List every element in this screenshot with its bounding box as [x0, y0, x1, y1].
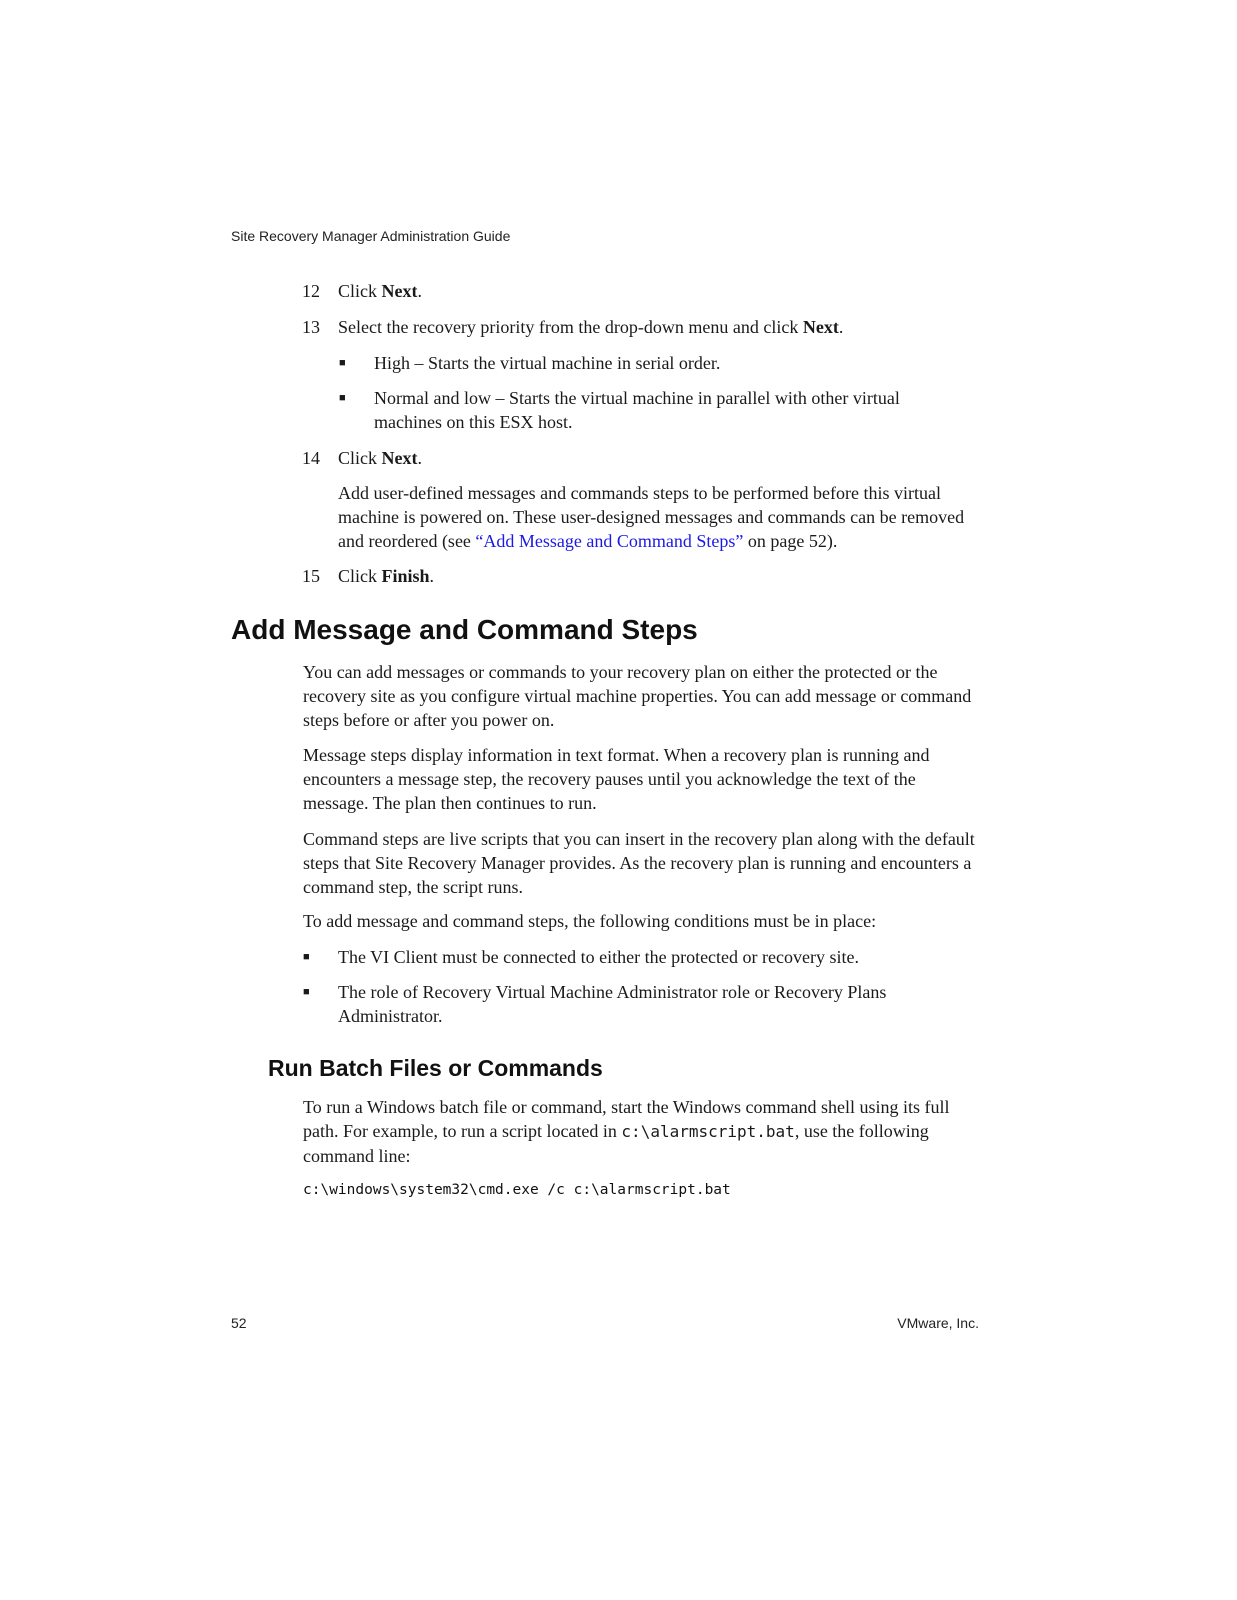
step-number: 12 — [302, 281, 320, 301]
list-item: Normal and low – Starts the virtual machine in parallel with other virtual machines on this ESX host. — [374, 388, 900, 432]
step-text: Click Finish. — [338, 566, 435, 586]
paragraph: To run a Windows batch file or command, start the Windows command shell using its full path. For example, to run a script located in c:\alarmscript.bat, use the following command line: — [303, 1097, 950, 1166]
page-number: 52 — [231, 1315, 247, 1331]
running-header: Site Recovery Manager Administration Guide — [231, 228, 511, 244]
code-block: c:\windows\system32\cmd.exe /c c:\alarmscript.bat — [303, 1182, 731, 1198]
footer-company: VMware, Inc. — [897, 1315, 979, 1331]
section-heading: Add Message and Command Steps — [231, 614, 698, 645]
bullet-icon: ■ — [339, 357, 346, 369]
step-text: Click Next. — [338, 448, 422, 468]
list-item: High – Starts the virtual machine in serial order. — [374, 353, 721, 373]
step-number: 14 — [302, 448, 320, 468]
paragraph: You can add messages or commands to your recovery plan on either the protected or the recovery site as you configure virtual machine properties. You can add message or command steps before or after you power on. — [303, 662, 972, 730]
paragraph: To add message and command steps, the following conditions must be in place: — [303, 911, 877, 931]
subsection-heading: Run Batch Files or Commands — [268, 1055, 603, 1081]
cross-reference-link[interactable]: “Add Message and Command Steps” — [475, 531, 744, 551]
step-number: 15 — [302, 566, 320, 586]
step-text: Click Next. — [338, 281, 422, 301]
inline-code: c:\alarmscript.bat — [621, 1122, 795, 1141]
bullet-icon: ■ — [303, 951, 310, 963]
step-text: Select the recovery priority from the drop-down menu and click Next. — [338, 317, 844, 337]
list-item: The VI Client must be connected to either the protected or recovery site. — [338, 947, 859, 967]
paragraph: Message steps display information in text format. When a recovery plan is running and encounters a message step, the recovery pauses until you acknowledge the text of the message. The plan then continues to run. — [303, 745, 930, 813]
step-number: 13 — [302, 317, 320, 337]
bullet-icon: ■ — [339, 392, 346, 404]
step-note: Add user-defined messages and commands steps to be performed before this virtual machine is powered on. These user-designed messages and commands can be removed and reordered (see “Add Message and Command Steps” on page 52). — [338, 483, 965, 551]
bullet-icon: ■ — [303, 986, 310, 998]
list-item: The role of Recovery Virtual Machine Administrator role or Recovery Plans Administrator. — [338, 982, 887, 1026]
paragraph: Command steps are live scripts that you can insert in the recovery plan along with the default steps that Site Recovery Manager provides. As the recovery plan is running and encounters a command step, the script runs. — [303, 829, 975, 897]
